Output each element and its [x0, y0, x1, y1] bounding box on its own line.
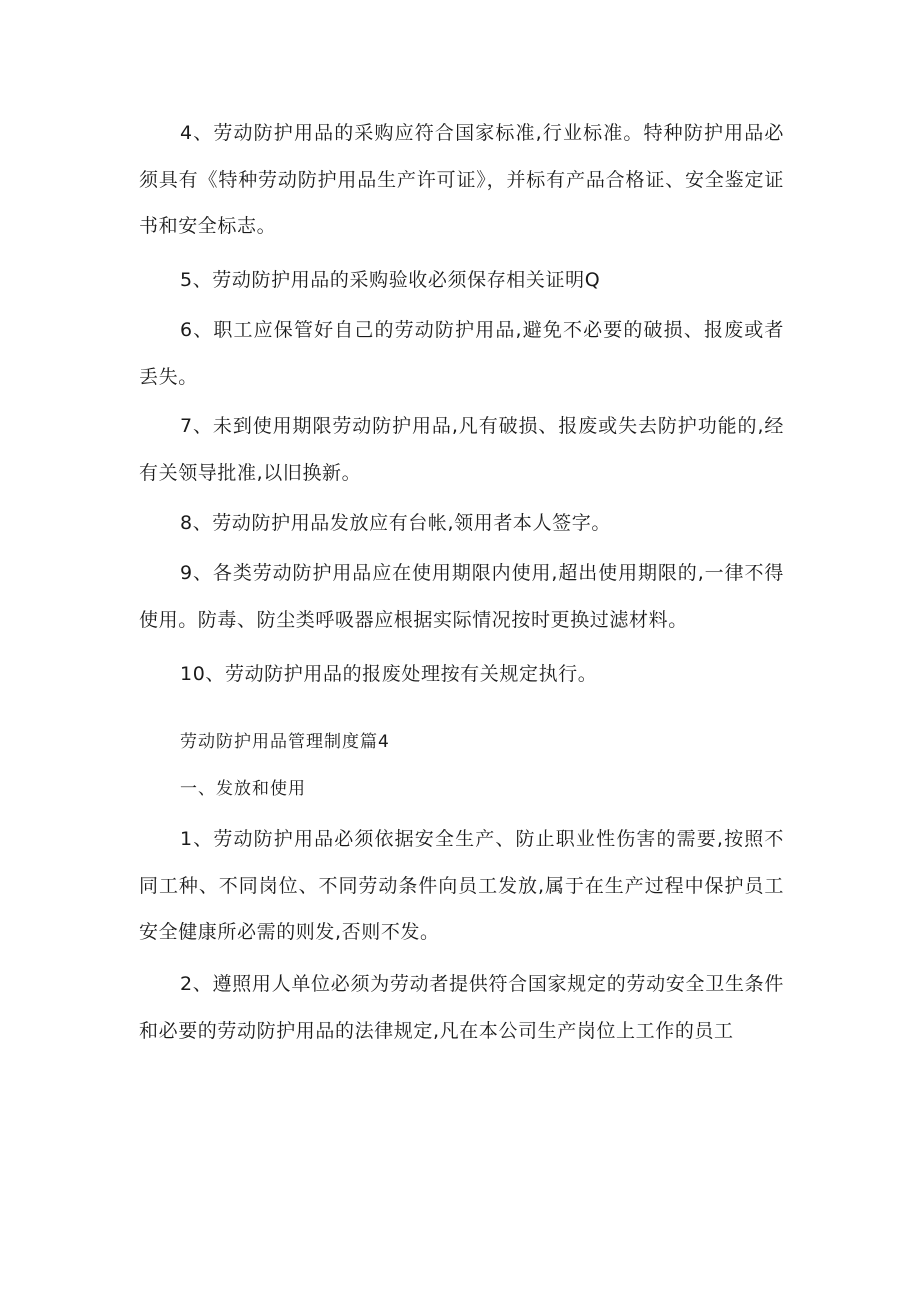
paragraph-item-5: 5、劳动防护用品的采购验收必须保存相关证明Q — [180, 269, 601, 291]
paragraph-item-4: 4、劳动防护用品的采购应符合国家标准,行业标准。特种防护用品必须具有《特种劳动防护用品生产许可证》，并标有产品合格证、安全鉴定证书和安全标志。 — [139, 122, 784, 237]
paragraph-item-9: 9、各类劳动防护用品应在使用期限内使用,超出使用期限的,一律不得使用。防毒、防尘类呼吸器应根据实际情况按时更换过滤材料。 — [139, 562, 784, 631]
section-paragraph-1: 1、劳动防护用品必须依据安全生产、防止职业性伤害的需要,按照不同工种、不同岗位、不同劳动条件向员工发放,属于在生产过程中保护员工安全健康所必需的则发,否则不发。 — [139, 828, 784, 943]
paragraph-item-7: 7、未到使用期限劳动防护用品,凡有破损、报废或失去防护功能的,经有关领导批准,以旧换新。 — [139, 415, 784, 484]
paragraph-item-6: 6、职工应保管好自己的劳动防护用品,避免不必要的破损、报废或者丢失。 — [139, 319, 784, 388]
section-title: 劳动防护用品管理制度篇4 — [180, 732, 390, 752]
subsection-title: 一、发放和使用 — [180, 779, 306, 799]
paragraph-item-10: 10、劳动防护用品的报废处理按有关规定执行。 — [180, 663, 598, 685]
paragraph-item-8: 8、劳动防护用品发放应有台帐,领用者本人签字。 — [180, 512, 611, 534]
section-paragraph-2: 2、遵照用人单位必须为劳动者提供符合国家规定的劳动安全卫生条件和必要的劳动防护用品的法律规定,凡在本公司生产岗位上工作的员工 — [139, 973, 784, 1042]
